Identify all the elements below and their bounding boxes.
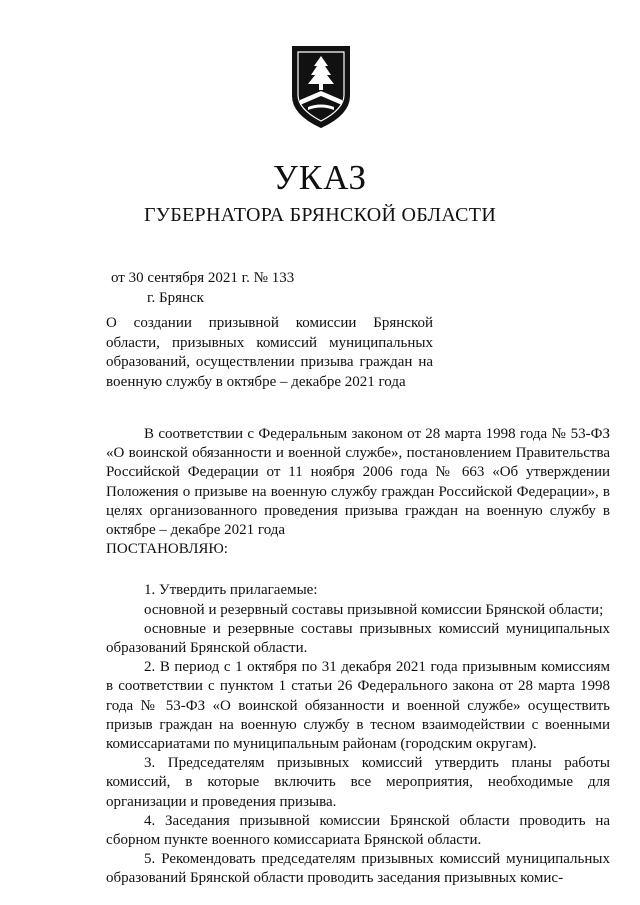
list-item: основной и резервный составы призывной комиссии Брянской области; bbox=[144, 601, 604, 618]
city: г. Брянск bbox=[147, 290, 204, 306]
document-body bbox=[106, 425, 610, 889]
list-item: 2. В период с 1 октября по 31 декабря 2021 года призывным комиссиям в соответствии с пунктом 1 статьи 26 Федерального закона от 28 марта 1998 года № 53-ФЗ «О воинской обязанности и военной службе» осуществить призыв граждан на военную службу в тесном взаимодействии с военными комиссариатами по муниципальным районам (городским округам). bbox=[106, 659, 610, 753]
issuer-title: ГУБЕРНАТОРА БРЯНСКОЙ ОБЛАСТИ bbox=[143, 204, 497, 226]
list-item: основные и резервные составы призывных комиссий муниципальных образований Брянской области. bbox=[106, 620, 610, 657]
coat-of-arms-icon bbox=[290, 44, 352, 130]
document-subject bbox=[106, 314, 433, 392]
list-item: 5. Рекомендовать председателям призывных комиссий муниципальных образований Брянской области проводить заседания призывных комис- bbox=[106, 851, 610, 887]
date-number: от 30 сентября 2021 г. № 133 bbox=[111, 270, 295, 286]
resolution-items bbox=[106, 581, 610, 888]
list-item: 3. Председателям призывных комиссий утвердить планы работы комиссий, в которые включить все мероприятия, необходимые для организации и проведения призыва. bbox=[106, 755, 610, 810]
document-type-title: УКАЗ bbox=[272, 158, 368, 197]
list-item: 4. Заседания призывной комиссии Брянской области проводить на сборном пункте военного комиссариата Брянской области. bbox=[106, 812, 610, 849]
list-item: 1. Утвердить прилагаемые: bbox=[144, 582, 318, 599]
resolve-word: ПОСТАНОВЛЯЮ: bbox=[106, 541, 228, 558]
preamble: В соответствии с Федеральным законом от 28 марта 1998 года № 53-ФЗ «О воинской обязанности и военной службе», постановлением Правительства Российской Федерации от 11 ноября 2006 года № 663 «Об утверждении Положения о призыве на военную службу граждан Российской Федерации», в целях организованного проведения призыва граждан на военную службу в октябре – декабре 2021 года bbox=[106, 426, 610, 539]
subject-text: О создании призывной комиссии Брянской области, призывных комиссий муниципальных образований, осуществлении призыва граждан на военную службу в октябре – декабре 2021 года bbox=[106, 315, 433, 390]
